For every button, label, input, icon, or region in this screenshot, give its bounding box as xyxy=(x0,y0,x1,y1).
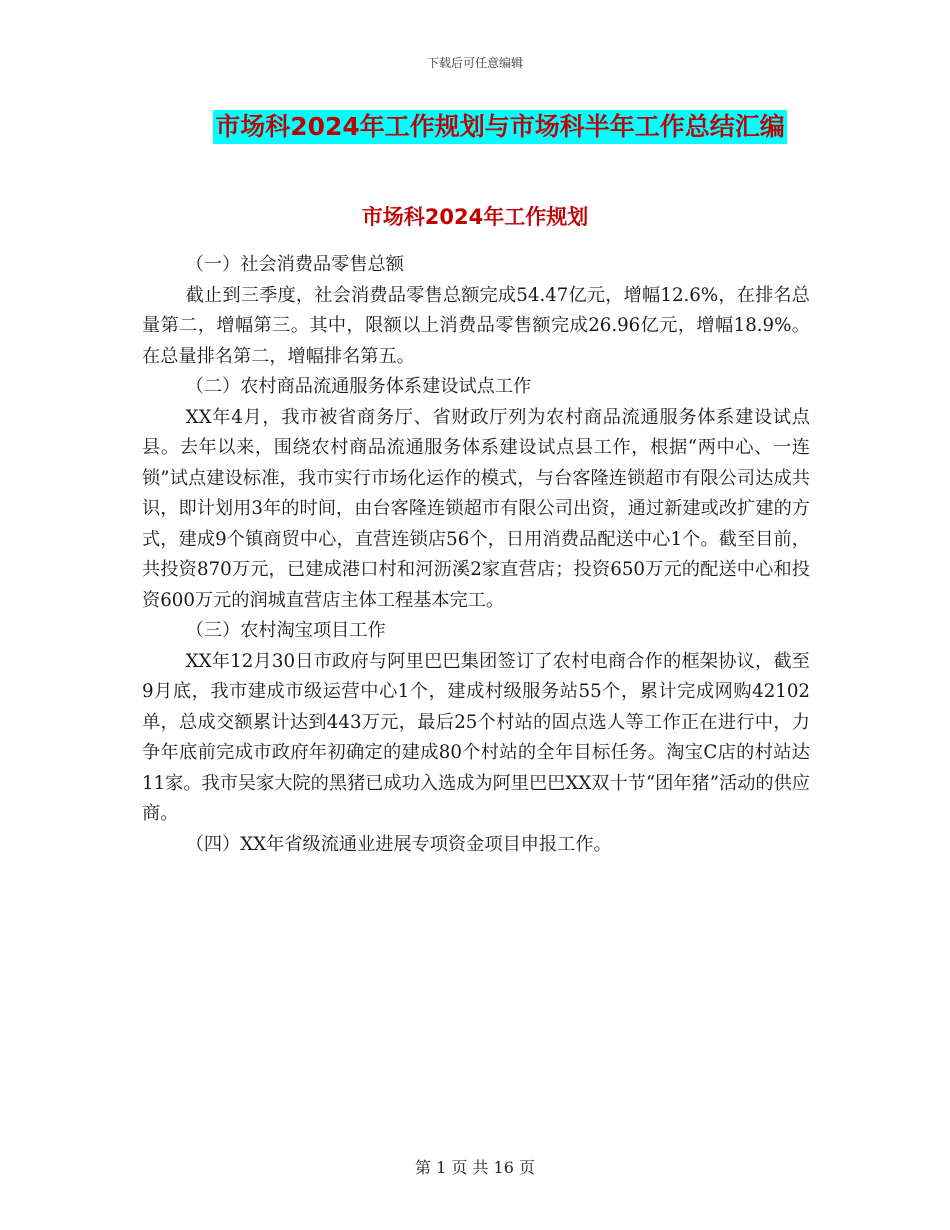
subsection-heading: （四）XX年省级流通业进展专项资金项目申报工作。 xyxy=(185,833,612,855)
body-paragraph: XX年12月30日市政府与阿里巴巴集团签订了农村电商合作的框架协议，截至9月底，我市建成市级运营中心1个，建成村级服务站55个，累计完成网购42102单，总成交额累计达到443万元，最后25个村站的固点选人等工作正在进行中，力争年底前完成市政府年初确定的建成80个村站的全年目标任务。淘宝C店的村站达11家。我市吴家大院的黑猪已成功入选成为阿里巴巴XX双十节“团年猪”活动的供应商。 xyxy=(142,650,810,824)
subsection-heading: （二）农村商品流通服务体系建设试点工作 xyxy=(185,376,532,397)
subsection-heading: （三）农村淘宝项目工作 xyxy=(185,620,386,641)
page-header-note: 下载后可任意编辑 xyxy=(426,56,523,70)
page-number-footer: 第 1 页 共 16 页 xyxy=(415,1158,535,1177)
body-paragraph: XX年4月，我市被省商务厅、省财政厅列为农村商品流通服务体系建设试点县。去年以来，围绕农村商品流通服务体系建设试点县工作，根据“两中心、一连锁”试点建设标准，我市实行市场化运作的模式，与台客隆连锁超市有限公司达成共识，即计划用3年的时间，由台客隆连锁超市有限公司出资，通过新建或改扩建的方式，建成9个镇商贸中心，直营连锁店56个，日用消费品配送中心1个。截至目前，共投资870万元，已建成港口村和河沥溪2家直营店；投资650万元的配送中心和投资600万元的润城直营店主体工程基本完工。 xyxy=(142,406,810,611)
document-body xyxy=(142,250,810,860)
document-title-container xyxy=(0,110,950,144)
subsection-heading: （一）社会消费品零售总额 xyxy=(185,254,404,275)
section-title: 市场科2024年工作规划 xyxy=(361,205,589,229)
body-paragraph: 截止到三季度，社会消费品零售总额完成54.47亿元，增幅12.6%，在排名总量第二，增幅第三。其中，限额以上消费品零售额完成26.96亿元，增幅18.9%。在总量排名第二，增幅排名第五。 xyxy=(142,284,810,367)
document-title: 市场科2024年工作规划与市场科半年工作总结汇编 xyxy=(213,110,787,144)
